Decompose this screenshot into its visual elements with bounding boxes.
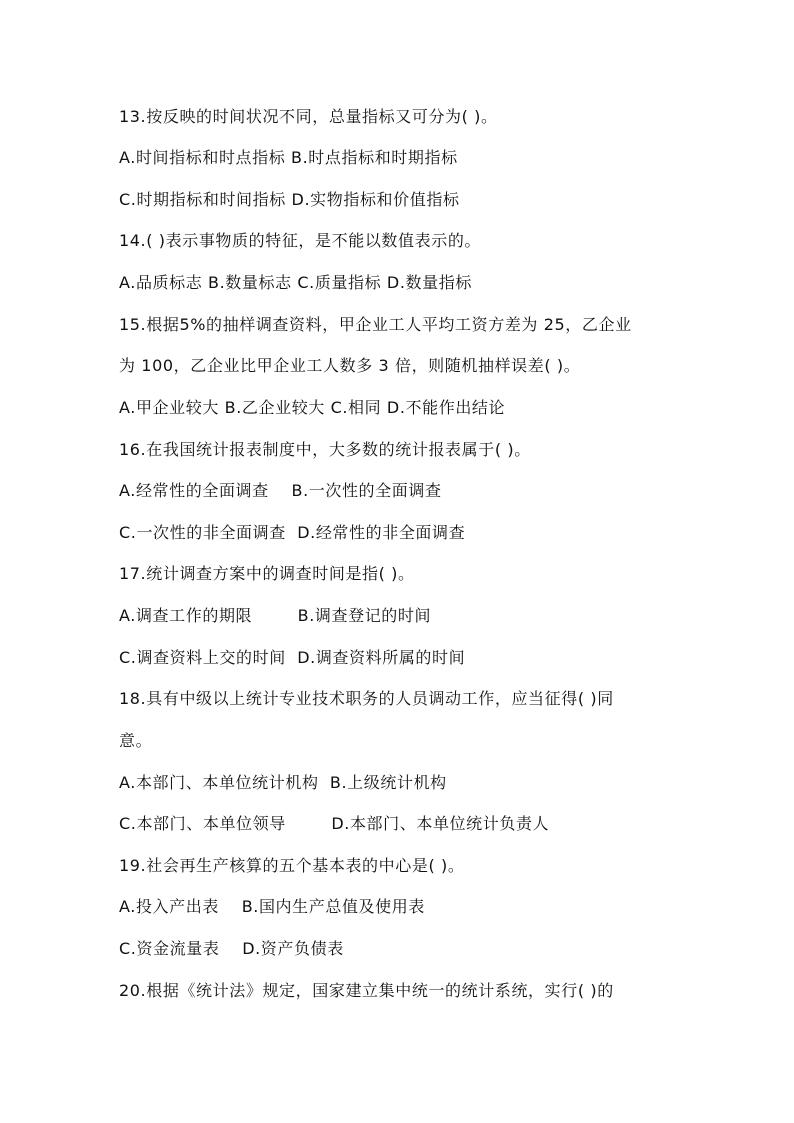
question-13-options-ab: A.时间指标和时点指标 B.时点指标和时期指标 — [119, 148, 458, 167]
question-18-options-ab: A.本部门、本单位统计机构 B.上级统计机构 — [119, 773, 447, 792]
question-13-options-cd: C.时期指标和时间指标 D.实物指标和价值指标 — [119, 190, 460, 209]
question-14-stem: 14.( )表示事物质的特征，是不能以数值表示的。 — [119, 231, 482, 250]
question-19-options-cd: C.资金流量表 D.资产负债表 — [119, 939, 344, 958]
question-17-options-cd: C.调查资料上交的时间 D.调查资料所属的时间 — [119, 648, 466, 667]
question-19-options-ab: A.投入产出表 B.国内生产总值及使用表 — [119, 897, 425, 916]
question-17-stem: 17.统计调查方案中的调查时间是指( )。 — [119, 564, 415, 583]
question-18-stem-line-2: 意。 — [119, 731, 153, 750]
question-15-stem-line-1: 15.根据5%的抽样调查资料，甲企业工人平均工资方差为 25，乙企业 — [119, 315, 632, 334]
question-20-stem: 20.根据《统计法》规定，国家建立集中统一的统计系统，实行( )的 — [119, 981, 614, 1000]
question-17-options-ab: A.调查工作的期限 B.调查登记的时间 — [119, 606, 432, 625]
question-14-options: A.品质标志 B.数量标志 C.质量指标 D.数量指标 — [119, 273, 472, 292]
question-16-options-ab: A.经常性的全面调查 B.一次性的全面调查 — [119, 481, 442, 500]
question-16-stem: 16.在我国统计报表制度中，大多数的统计报表属于( )。 — [119, 440, 531, 459]
question-19-stem: 19.社会再生产核算的五个基本表的中心是( )。 — [119, 856, 465, 875]
question-16-options-cd: C.一次性的非全面调查 D.经常性的非全面调查 — [119, 523, 466, 542]
question-15-stem-line-2: 为 100，乙企业比甲企业工人数多 3 倍，则随机抽样误差( )。 — [119, 356, 581, 375]
question-13-stem: 13.按反映的时间状况不同，总量指标又可分为( )。 — [119, 107, 498, 126]
question-18-options-cd: C.本部门、本单位领导 D.本部门、本单位统计负责人 — [119, 814, 550, 833]
question-18-stem-line-1: 18.具有中级以上统计专业技术职务的人员调动工作，应当征得( )同 — [119, 689, 614, 708]
question-15-options: A.甲企业较大 B.乙企业较大 C.相同 D.不能作出结论 — [119, 398, 506, 417]
